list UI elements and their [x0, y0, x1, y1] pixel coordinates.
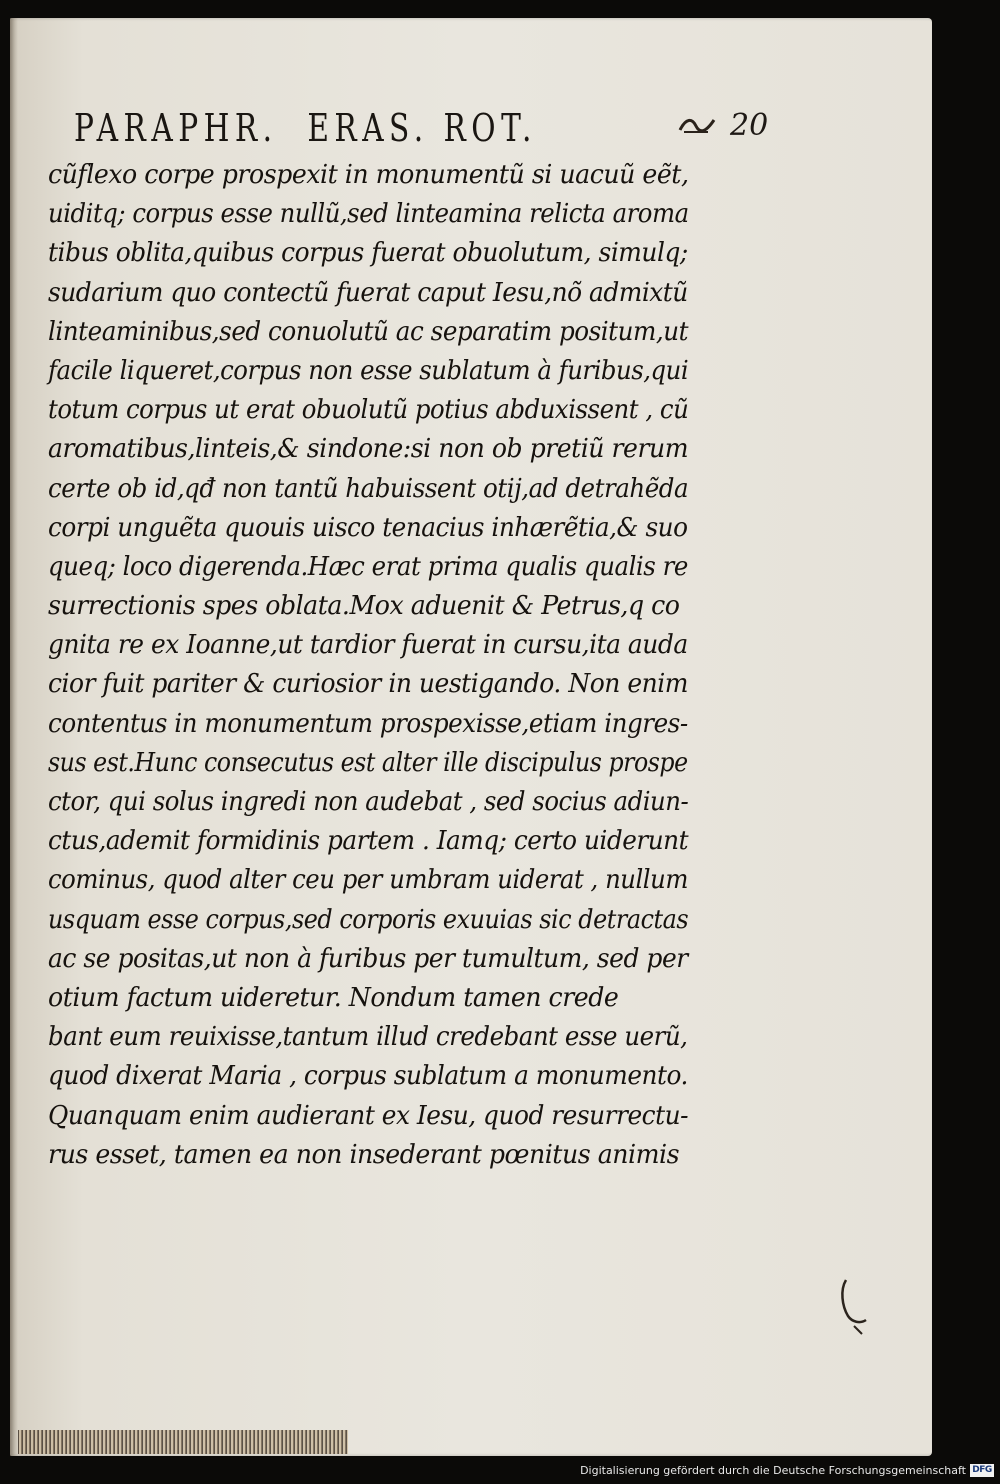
text-line: otium factum uideretur. Nondum tamen crede	[48, 982, 619, 1013]
running-head-title: PARAPHR. ERAS. ROT.	[74, 106, 537, 150]
text-line: certe ob id,qđ non tantũ habuissent otij,ad detrahẽda	[48, 473, 689, 504]
text-line: usquam esse corpus,sed corporis exuuias sic detractas	[48, 904, 689, 935]
book-page	[10, 18, 932, 1456]
text-line: corpi unguẽta quouis uisco tenacius inhærẽtia,& suo	[48, 512, 688, 543]
text-line: cominus, quod alter ceu per umbram uiderat , nullum	[48, 865, 688, 896]
text-line: Quanquam enim audierant ex Iesu, quod resurrectu-	[48, 1100, 689, 1131]
dfg-logo: DFG	[970, 1464, 994, 1477]
footer-bar	[0, 1456, 1000, 1484]
text-line: tibus oblita,quibus corpus fuerat obuolutum, simulq;	[48, 238, 688, 269]
handwritten-mark-icon	[836, 1276, 876, 1336]
body-text	[48, 156, 708, 1175]
text-line: gnita re ex Ioanne,ut tardior fuerat in cursu,ita auda	[48, 630, 688, 661]
text-line: sudarium quo contectũ fuerat caput Iesu,nõ admixtũ	[48, 277, 688, 308]
page-gutter-shadow	[10, 18, 18, 1456]
text-line: uiditq; corpus esse nullũ,sed linteamina relicta aroma	[48, 199, 689, 230]
text-line: ac se positas,ut non à furibus per tumultum, sed per	[48, 943, 688, 974]
text-line: cior fuit pariter & curiosior in uestigando. Non enim	[48, 669, 689, 700]
text-line: aromatibus,linteis,& sindone:si non ob pretiũ rerum	[48, 434, 689, 465]
text-line: rus esset, tamen ea non insederant pœnitus animis	[48, 1139, 680, 1170]
funding-credit: Digitalisierung gefördert durch die Deutsche Forschungsgemeinschaft	[580, 1464, 966, 1477]
folio-number: 20	[730, 108, 769, 143]
text-line: bant eum reuixisse,tantum illud credebant esse uerũ,	[48, 1022, 688, 1053]
text-line: facile liqueret,corpus non esse sublatum à furibus,qui	[48, 355, 689, 386]
text-line: totum corpus ut erat obuolutũ potius abduxissent , cũ	[48, 395, 689, 426]
text-line: contentus in monumentum prospexisse,etiam ingres-	[48, 708, 688, 739]
text-line: sus est.Hunc consecutus est alter ille discipulus prospe	[48, 747, 688, 778]
text-line: quod dixerat Maria , corpus sublatum a monumento.	[48, 1061, 688, 1092]
text-line: linteaminibus,sed conuolutũ ac separatim positum,ut	[48, 316, 689, 347]
running-head	[74, 102, 934, 154]
text-line: surrectionis spes oblata.Mox aduenit & Petrus,q co	[48, 591, 680, 622]
page-bottom-edge	[18, 1430, 348, 1454]
text-line: queq; loco digerenda.Hæc erat prima qualis qualis re	[48, 551, 688, 582]
ornament-mark-icon	[678, 112, 716, 138]
text-line: ctor, qui solus ingredi non audebat , sed socius adiun-	[48, 787, 689, 817]
text-line: ctus,ademit formidinis partem . Iamq; certo uiderunt	[48, 826, 689, 857]
text-line: cũflexo corpe prospexit in monumentũ si uacuũ eẽt,	[48, 160, 689, 190]
